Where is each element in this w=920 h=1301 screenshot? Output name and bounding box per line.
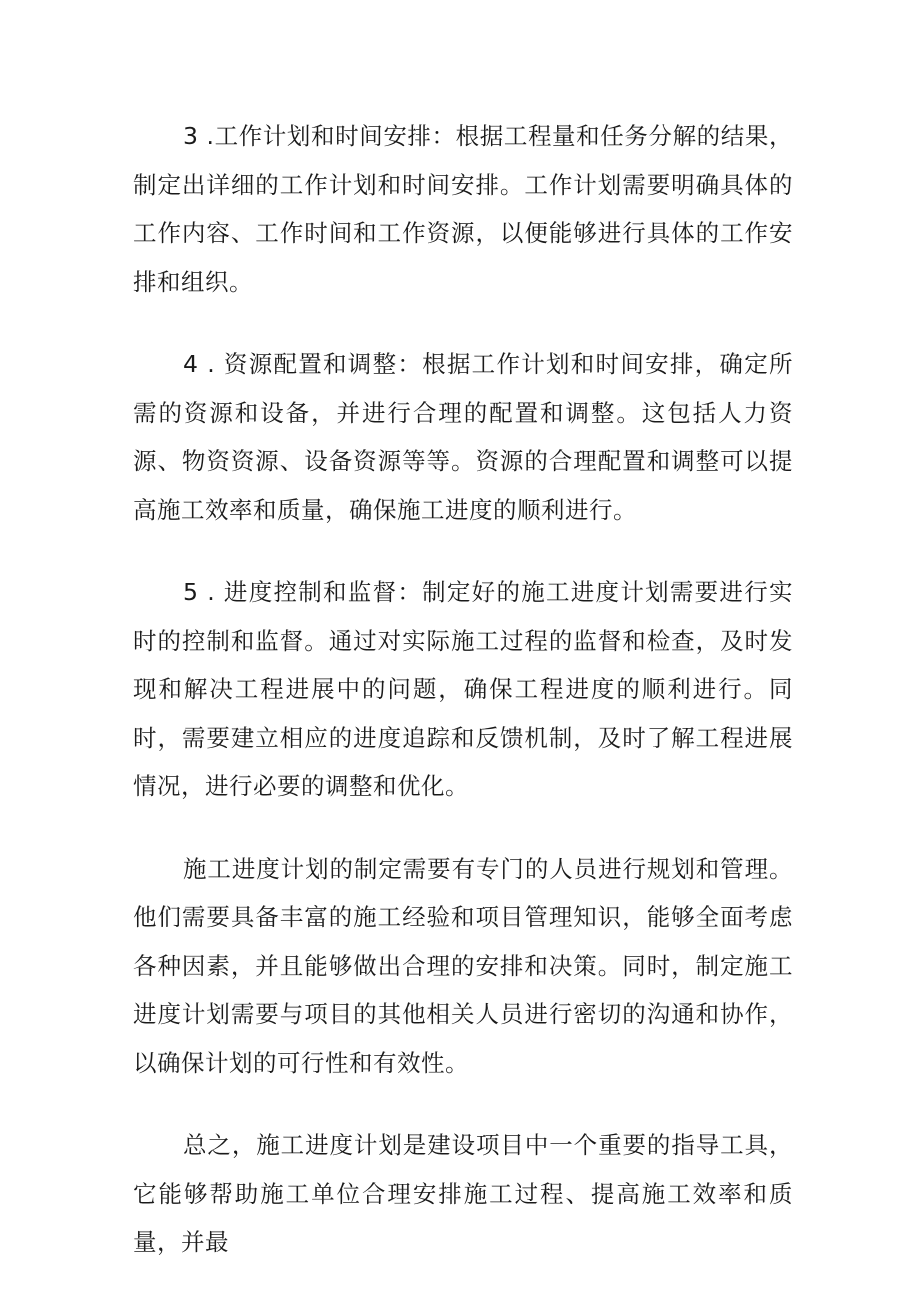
paragraph-resource-allocation: 4 . 资源配置和调整：根据工作计划和时间安排，确定所需的资源和设备，并进行合理的配置和调整。这包括人力资源、物资资源、设备资源等等。资源的合理配置和调整可以提高施工效率和质量，确保施工进度的顺利进行。 [133,350,793,524]
paragraph-planning-staff: 施工进度计划的制定需要有专门的人员进行规划和管理。他们需要具备丰富的施工经验和项目管理知识，能够全面考虑各种因素，并且能够做出合理的安排和决策。同时，制定施工进度计划需要与项目的其他相关人员进行密切的沟通和协作，以确保计划的可行性和有效性。 [133,854,793,1077]
paragraph-progress-control: 5 . 进度控制和监督：制定好的施工进度计划需要进行实时的控制和监督。通过对实际施工过程的监督和检查，及时发现和解决工程进展中的问题，确保工程进度的顺利进行。同时，需要建立相应的进度追踪和反馈机制，及时了解工程进展情况，进行必要的调整和优化。 [133,578,793,800]
document-body [133,112,793,1301]
paragraph-work-plan: 3 .工作计划和时间安排：根据工程量和任务分解的结果，制定出详细的工作计划和时间安排。工作计划需要明确具体的工作内容、工作时间和工作资源，以便能够进行具体的工作安排和组织。 [133,122,793,296]
paragraph-conclusion: 总之，施工进度计划是建设项目中一个重要的指导工具，它能够帮助施工单位合理安排施工过程、提高施工效率和质量，并最 [133,1131,793,1256]
